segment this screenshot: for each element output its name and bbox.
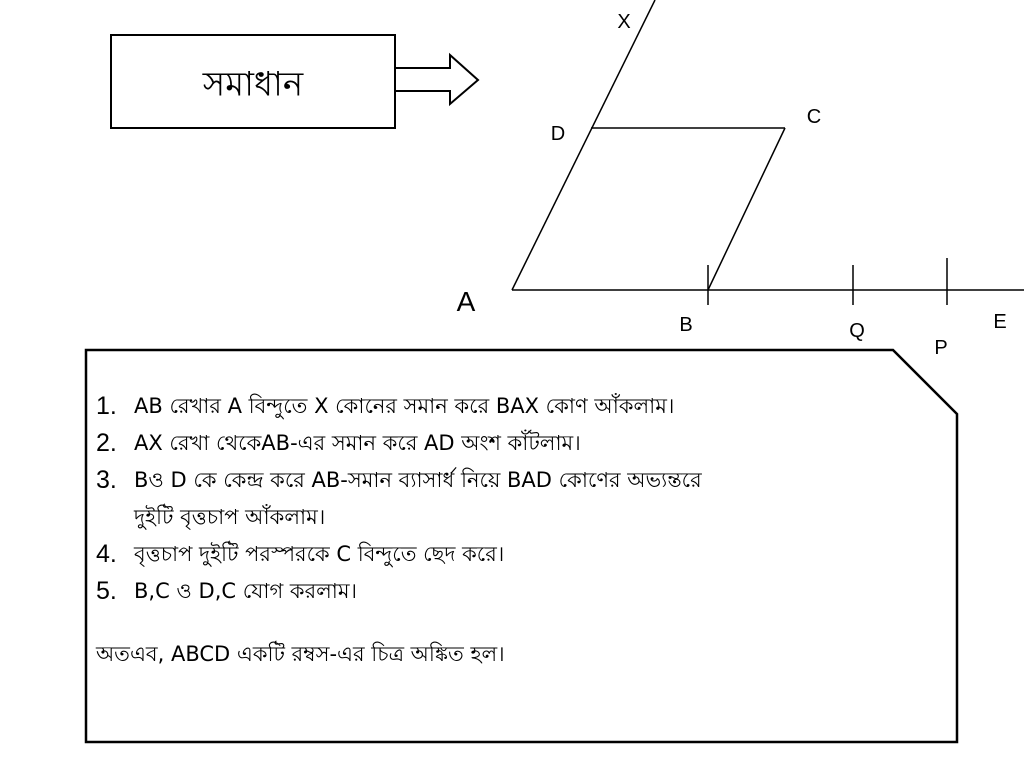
arrow-right-icon: [395, 55, 478, 104]
step-2: [96, 425, 936, 462]
spacer: [96, 610, 936, 636]
step-text: AB রেখার A বিন্দুতে X কোনের সমান করে BAX কোণ আঁকলাম।: [134, 394, 675, 418]
point-label-D: D: [550, 123, 566, 145]
conclusion-text: অতএব, ABCD একটি রম্বস-এর চিত্র অঙ্কিত হল।: [96, 642, 505, 666]
steps-box: [96, 388, 936, 673]
point-label-C: C: [806, 106, 822, 128]
step-number: 3.: [96, 466, 117, 494]
point-label-E: E: [993, 311, 1007, 333]
step-3-continuation: দুইটি বৃত্তচাপ আঁকলাম।: [134, 505, 326, 529]
point-label-P: P: [934, 337, 948, 359]
segment-BC: [708, 128, 785, 290]
step-number: 1.: [96, 392, 117, 420]
point-label-Q: Q: [849, 320, 865, 342]
step-5: [96, 573, 936, 610]
step-4: [96, 536, 936, 573]
point-label-B: B: [679, 314, 693, 336]
title-label: সমাধান: [202, 64, 304, 105]
step-text: AX রেখা থেকেAB-এর সমান করে AD অংশ কাঁটলাম।: [134, 431, 581, 455]
step-text: B,C ও D,C যোগ করলাম।: [134, 579, 358, 603]
point-label-A: A: [456, 286, 476, 317]
point-label-X: X: [617, 11, 631, 33]
step-text: Bও D কে কেন্দ্র করে AB-সমান ব্যাসার্ধ নিয়ে BAD কোণের অভ্যন্তরে: [134, 468, 702, 492]
step-number: 2.: [96, 429, 117, 457]
step-number: 5.: [96, 577, 117, 605]
line-AX: [512, 0, 655, 290]
step-3: [96, 462, 936, 499]
step-1: [96, 388, 936, 425]
step-text: বৃত্তচাপ দুইটি পরস্পরকে C বিন্দুতে ছেদ করে।: [134, 542, 505, 566]
step-number: 4.: [96, 540, 117, 568]
